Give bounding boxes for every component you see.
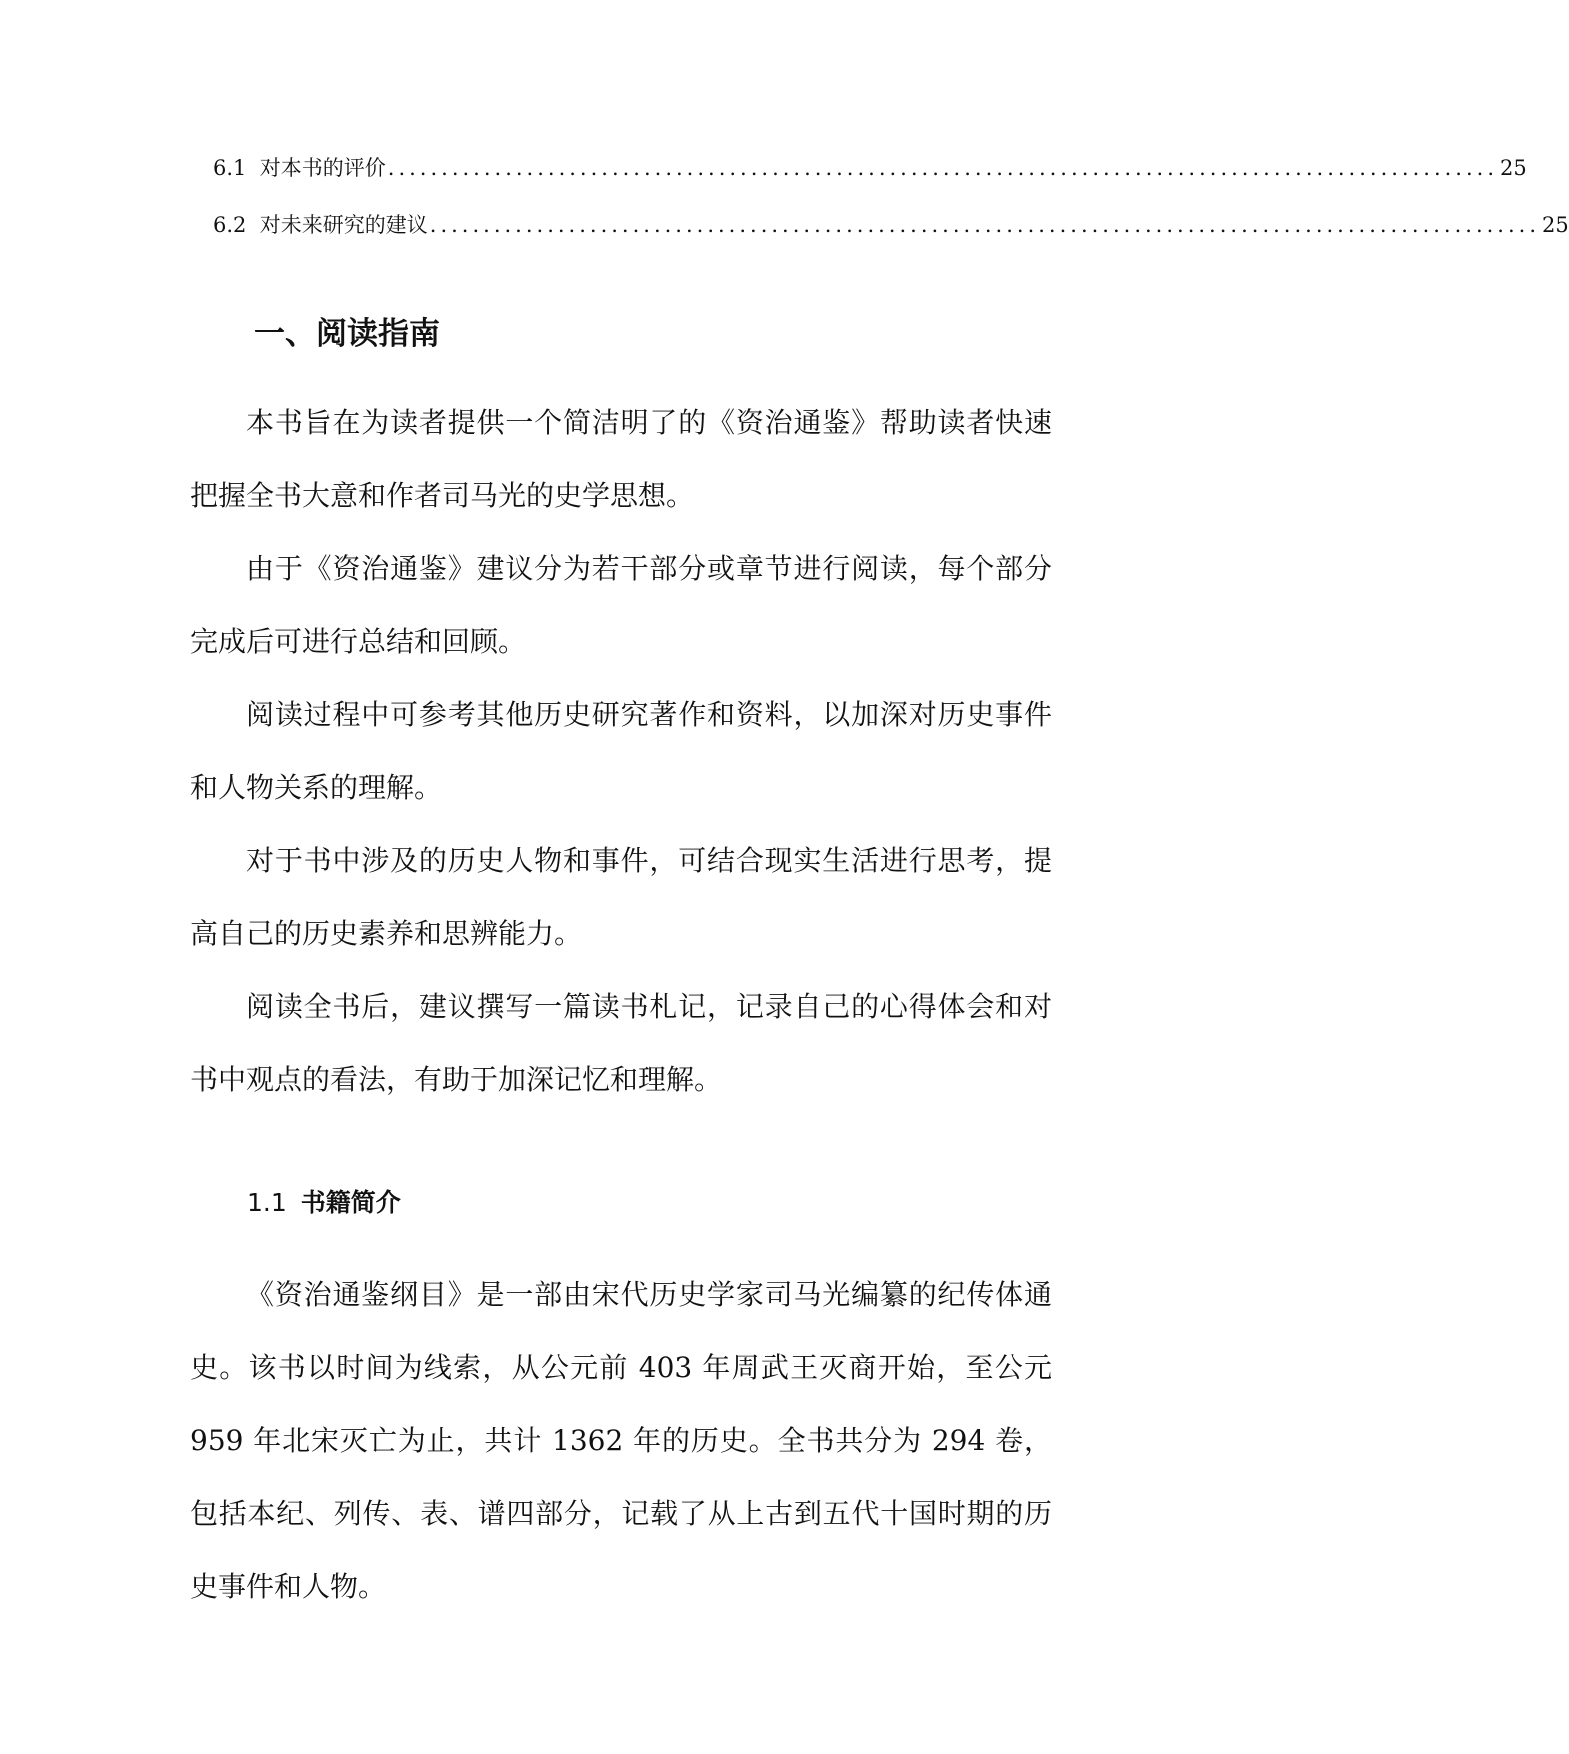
toc-entry[interactable]	[213, 207, 1569, 243]
toc-gap	[246, 207, 259, 243]
toc-dot-leader: ........................................................................................................	[429, 213, 1540, 237]
subsection-title: 书籍简介	[300, 1188, 401, 1217]
toc-entry-page: 25	[1542, 213, 1569, 237]
body-paragraph: 由于《资治通鉴》建议分为若干部分或章节进行阅读，每个部分完成后可进行总结和回顾。	[190, 552, 1052, 658]
body-paragraph: 阅读全书后，建议撰写一篇读书札记，记录自己的心得体会和对书中观点的看法，有助于加深记忆和理解。	[190, 990, 1052, 1096]
subsection-heading-book-intro	[247, 1185, 401, 1221]
toc-gap	[246, 150, 259, 186]
section-heading-reading-guide: 一、阅读指南	[254, 316, 440, 352]
body-paragraph-book-intro: 《资治通鉴纲目》是一部由宋代历史学家司马光编纂的纪传体通史。该书以时间为线索，从公元前 403 年周武王灭商开始，至公元 959 年北宋灭亡为止，共计 1362 年的历史。全书共分为 294 卷，包括本纪、列传、表、谱四部分，记载了从上古到五代十国时期的历史事件和人物。	[190, 1278, 1052, 1603]
body-paragraph: 本书旨在为读者提供一个简洁明了的《资治通鉴》帮助读者快速把握全书大意和作者司马光的史学思想。	[190, 406, 1052, 512]
toc-entry-number: 6.2	[213, 213, 247, 237]
toc-entry[interactable]	[213, 150, 1527, 186]
body-paragraph: 对于书中涉及的历史人物和事件，可结合现实生活进行思考，提高自己的历史素养和思辨能力。	[190, 844, 1052, 950]
toc-dot-leader: ........................................................................................................	[387, 156, 1498, 180]
body-paragraph: 阅读过程中可参考其他历史研究著作和资料，以加深对历史事件和人物关系的理解。	[190, 698, 1052, 804]
subsection-number: 1.1	[247, 1188, 287, 1217]
toc-entry-title: 对本书的评价	[259, 156, 386, 180]
toc-entry-number: 6.1	[213, 156, 247, 180]
toc-entry-page: 25	[1500, 156, 1527, 180]
toc-entry-title: 对未来研究的建议	[259, 213, 428, 237]
